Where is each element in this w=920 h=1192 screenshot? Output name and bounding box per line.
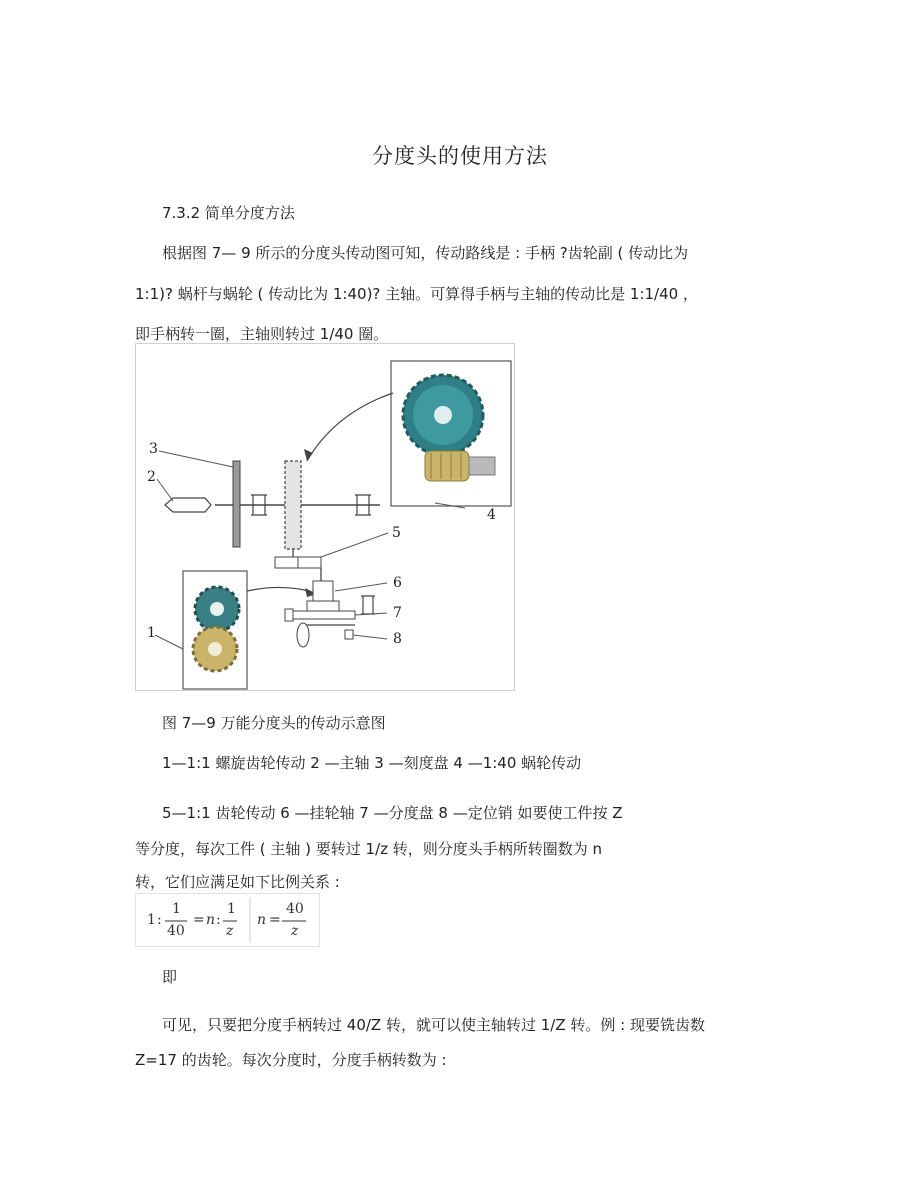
formula-n-1: n bbox=[206, 912, 216, 928]
transmission-diagram bbox=[135, 343, 515, 691]
formula-eq-1: = bbox=[193, 912, 205, 928]
paragraph-3-line-1: 可见，只要把分度手柄转过 40/Z 转，就可以使主轴转过 1/Z 转。例 : 现要铣齿数 bbox=[162, 1016, 705, 1034]
paragraph-3-line-2: Z=17 的齿轮。每次分度时，分度手柄转数为 : bbox=[135, 1051, 447, 1069]
ratio-formula bbox=[135, 893, 320, 947]
worm-gear-inset bbox=[391, 361, 511, 506]
helical-gear-inset bbox=[183, 571, 247, 689]
paragraph-1-line-1: 根据图 7— 9 所示的分度头传动图可知，传动路线是 : 手柄 ?齿轮副 ( 传动比为 bbox=[162, 244, 689, 262]
ji-text: 即 bbox=[162, 968, 178, 986]
legend-line-1: 1—1:1 螺旋齿轮传动 2 —主轴 3 —刻度盘 4 —1:40 蜗轮传动 bbox=[162, 754, 582, 772]
formula-colon-1: : bbox=[157, 912, 162, 928]
diagram-label-1: 1 bbox=[147, 625, 156, 641]
paragraph-1-line-2: 1:1)? 蜗杆与蜗轮 ( 传动比为 1:40)? 主轴。可算得手柄与主轴的传动比是 1:1/40 ， bbox=[135, 285, 698, 303]
diagram-svg bbox=[135, 343, 515, 691]
formula-eq-2: = bbox=[269, 912, 281, 928]
diagram-label-5: 5 bbox=[392, 525, 401, 541]
diagram-label-3: 3 bbox=[149, 441, 158, 457]
formula-one: 1 bbox=[147, 912, 156, 928]
formula-num-2: 1 bbox=[227, 901, 236, 917]
formula-num-3: 40 bbox=[286, 901, 304, 917]
section-heading: 7.3.2 简单分度方法 bbox=[162, 204, 295, 222]
paragraph-2-line-3: 转，它们应满足如下比例关系 : bbox=[135, 873, 340, 891]
diagram-label-8: 8 bbox=[393, 631, 402, 647]
formula-den-2: z bbox=[226, 923, 234, 939]
formula-den-3: z bbox=[291, 923, 299, 939]
formula-colon-2: : bbox=[216, 912, 221, 928]
diagram-label-7: 7 bbox=[393, 605, 402, 621]
paragraph-2-line-2: 等分度，每次工件 ( 主轴 ) 要转过 1/z 转，则分度头手柄所转圈数为 n bbox=[135, 840, 603, 858]
diagram-label-2: 2 bbox=[147, 469, 156, 485]
paragraph-1-line-3: 即手柄转一圈，主轴则转过 1/40 圈。 bbox=[135, 325, 389, 343]
page-title: 分度头的使用方法 bbox=[372, 144, 548, 168]
figure-caption: 图 7—9 万能分度头的传动示意图 bbox=[162, 714, 386, 732]
diagram-label-6: 6 bbox=[393, 575, 402, 591]
formula-n-2: n bbox=[257, 912, 267, 928]
formula-num-1: 1 bbox=[172, 901, 181, 917]
formula-den-1: 40 bbox=[167, 923, 185, 939]
diagram-label-4: 4 bbox=[487, 507, 496, 523]
paragraph-2-line-1: 5—1:1 齿轮传动 6 —挂轮轴 7 —分度盘 8 —定位销 如要使工件按 Z bbox=[162, 804, 623, 822]
